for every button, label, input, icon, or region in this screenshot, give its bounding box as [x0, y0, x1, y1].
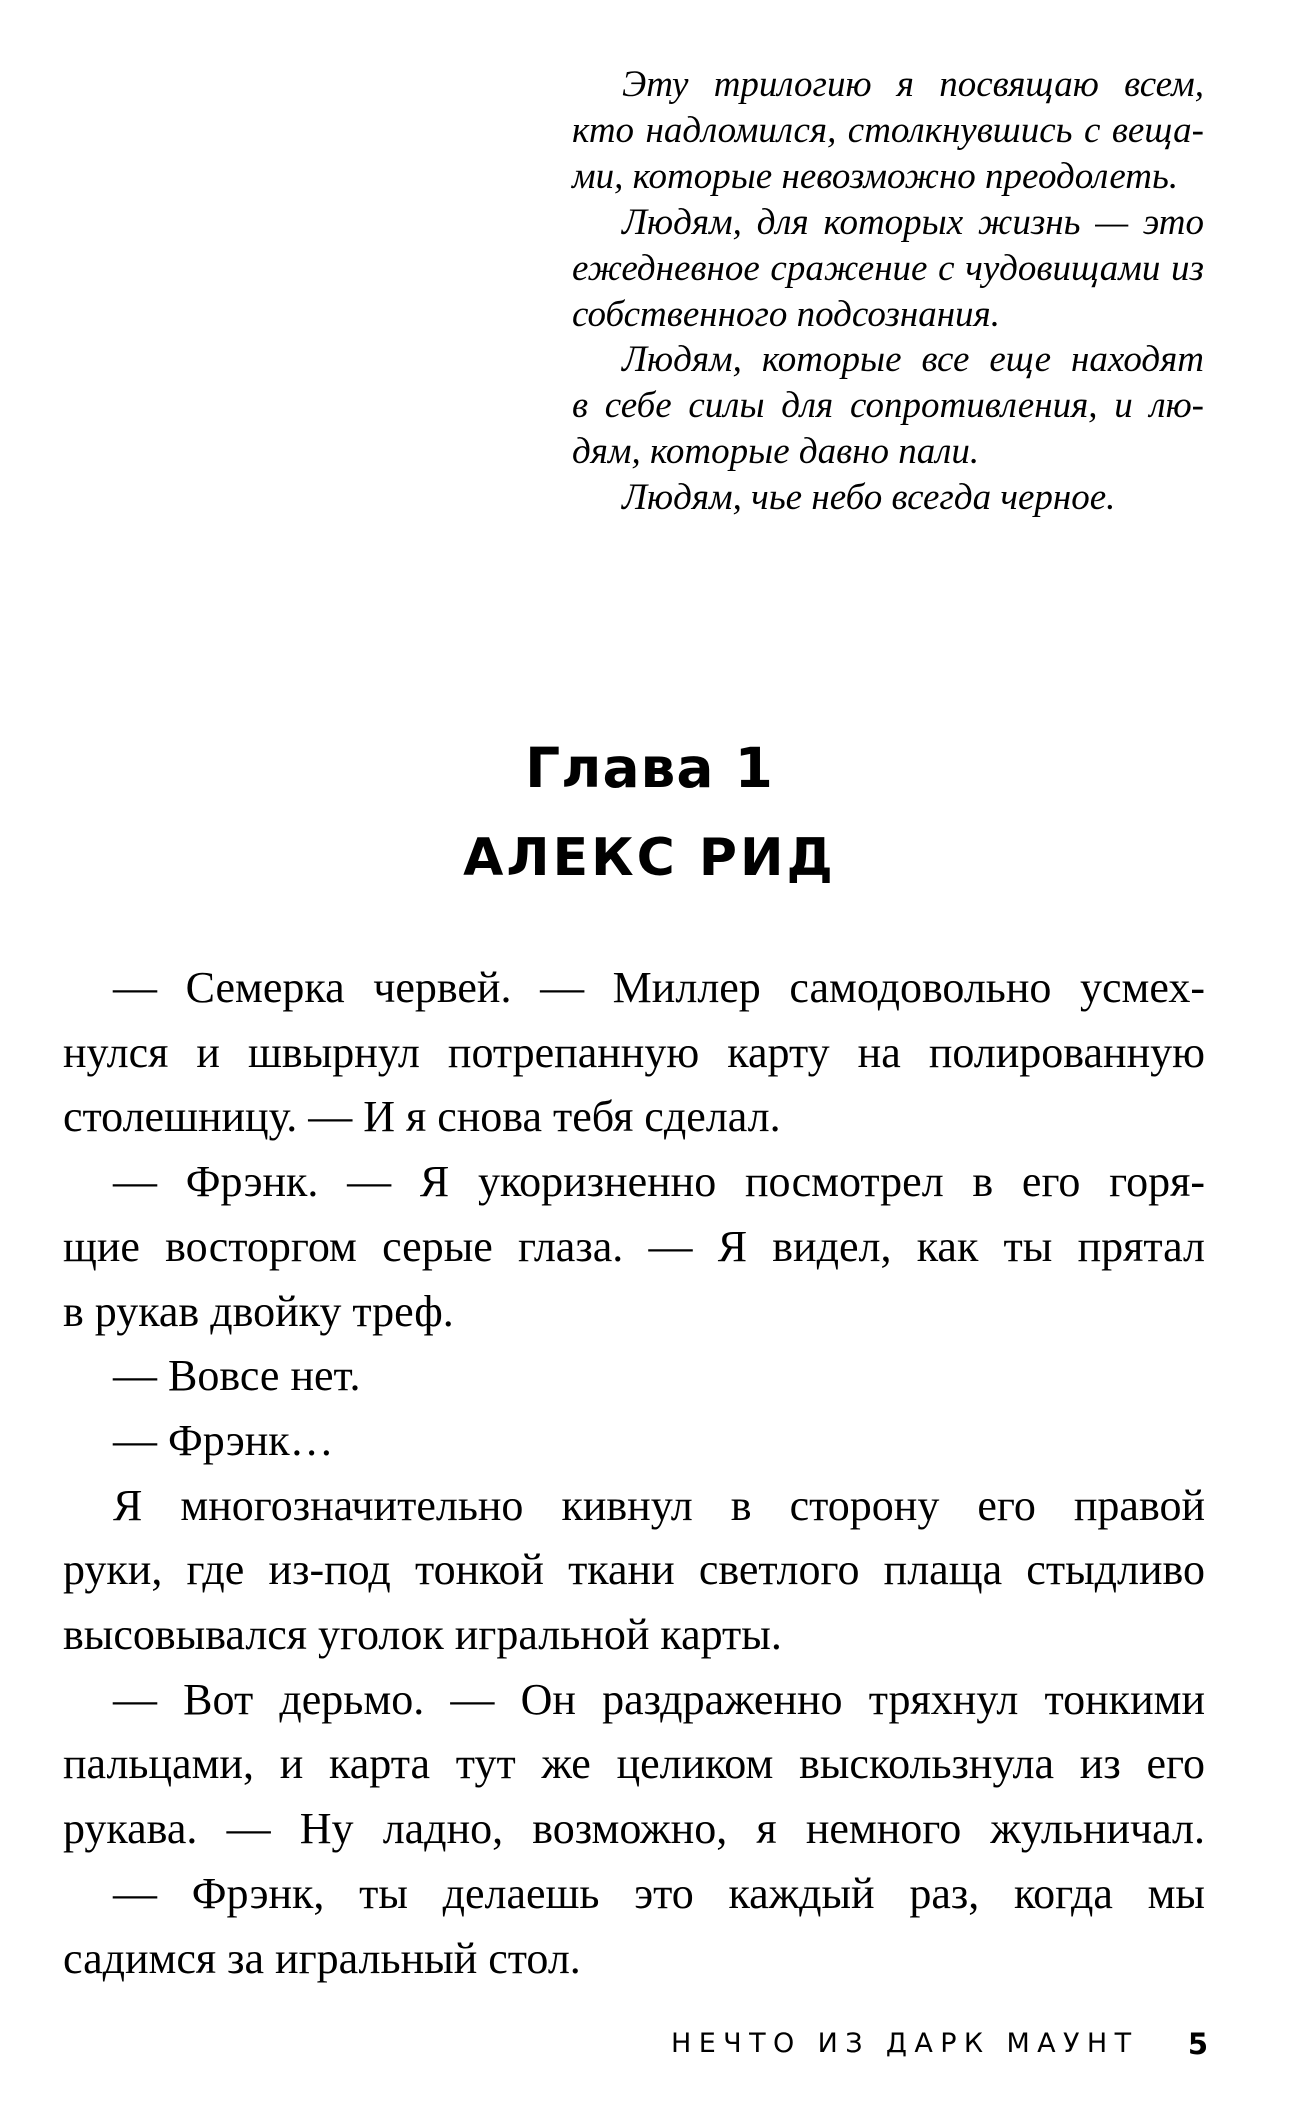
body-line: пальцами, и карта тут же целиком выскользнула из его — [63, 1739, 1205, 1789]
body-line: — Вот дерьмо. — Он раздраженно тряхнул тонкими — [113, 1674, 1205, 1724]
dedication-line: Людям, для которых жизнь — это — [622, 201, 1204, 243]
chapter-number: Глава 1 — [525, 736, 774, 800]
body-line: щие восторгом серые глаза. — Я видел, как ты прятал — [63, 1221, 1205, 1271]
body-line: — Фрэнк… — [113, 1415, 334, 1465]
body-line: столешницу. — И я снова тебя сделал. — [63, 1092, 781, 1142]
body-line: — Вовсе нет. — [113, 1351, 361, 1401]
dedication-line: Людям, которые все еще находят — [622, 339, 1204, 381]
running-title: НЕЧТО ИЗ ДАРК МАУНТ — [671, 2028, 1139, 2059]
body-line: — Фрэнк. — Я укоризненно посмотрел в его горя- — [113, 1157, 1205, 1207]
dedication-line: Эту трилогию я посвящаю всем, — [622, 64, 1204, 105]
body-line: нулся и швырнул потрепанную карту на полированную — [63, 1027, 1205, 1077]
body-line: садимся за игральный стол. — [63, 1933, 581, 1983]
body-line: Я многозначительно кивнул в сторону его правой — [113, 1480, 1205, 1530]
body-text — [63, 956, 1205, 1991]
body-line: руки, где из-под тонкой ткани светлого плаща стыдливо — [63, 1545, 1205, 1595]
dedication-line: в себе силы для сопротивления, и лю- — [572, 385, 1204, 427]
page-number: 5 — [1187, 2027, 1208, 2061]
dedication-line: ми, которые невозможно преодолеть. — [572, 155, 1179, 197]
dedication-line: кто надломился, столкнувшись с веща- — [572, 109, 1204, 151]
body-line: — Семерка червей. — Миллер самодовольно усмех- — [113, 963, 1205, 1012]
dedication-line: собственного подсознания. — [572, 293, 1000, 335]
body-line: в рукав двойку треф. — [63, 1286, 454, 1336]
body-line: рукава. — Ну ладно, возможно, я немного жульничал. — [63, 1804, 1205, 1854]
page-footer — [671, 2026, 1208, 2062]
body-line: высовывался уголок игральной карты. — [63, 1610, 782, 1660]
dedication — [572, 62, 1204, 521]
body-line: — Фрэнк, ты делаешь это каждый раз, когда мы — [113, 1868, 1205, 1918]
dedication-line: ежедневное сражение с чудовищами из — [572, 247, 1204, 289]
dedication-line: Людям, чье небо всегда черное. — [622, 477, 1116, 519]
chapter-title: АЛЕКС РИД — [463, 828, 836, 888]
dedication-line: дям, которые давно пали. — [572, 431, 980, 473]
